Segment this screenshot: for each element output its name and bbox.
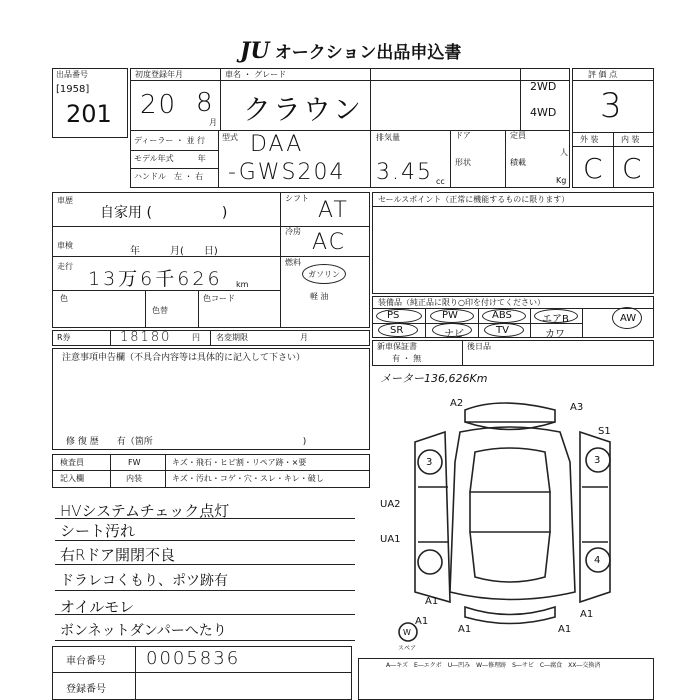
door-label: ドア (455, 131, 471, 140)
mark-a1-b: A1 (415, 616, 429, 627)
repair-history: 修 復 歴 有（箇所 ) (66, 437, 307, 447)
mark-3-right: 3 (594, 455, 601, 466)
handle-label: ハンドル 左 ・ 右 (134, 172, 204, 181)
note-line-6: ボンネットダンパーへたり (60, 623, 227, 639)
plate-label: 登録番号 (66, 684, 106, 695)
circle-pw (430, 309, 474, 323)
displacement-label: 排気量 (376, 133, 400, 142)
car-damage-diagram (370, 392, 670, 652)
mileage-unit: km (236, 280, 249, 289)
note-line-5: オイルモレ (60, 598, 135, 616)
fuel-label: 燃料 (285, 258, 301, 267)
shift-value: AT (318, 198, 349, 223)
mileage-value: 13万6千626 (88, 268, 223, 290)
inspection-value: 年 月( 日) (130, 246, 218, 257)
interior-check-label: 内装 (126, 474, 142, 483)
interior-grade: C (622, 152, 644, 185)
color-change-label: 色替 (152, 306, 168, 315)
form-title: オークション出品申込書 (274, 43, 462, 63)
fw-text: キズ・飛石・ヒビ割・リペア跡・×要 (172, 458, 307, 467)
shape-label: 形状 (455, 158, 471, 167)
warranty-options: 有 ・ 無 (392, 354, 422, 363)
model-code-line1: DAA (250, 132, 304, 157)
circle-ps (376, 309, 422, 323)
capacity-label: 定員 (510, 131, 526, 140)
mark-3-left: 3 (426, 457, 433, 468)
entry-number-label: 出品番号 (56, 70, 88, 79)
dealer-label: ディーラー ・ 並 行 (134, 136, 205, 145)
header (240, 38, 461, 64)
circle-tv (484, 323, 524, 337)
mark-w: W (403, 628, 411, 637)
color-code-label: 色コード (203, 294, 235, 303)
car-name: クラウン (243, 93, 364, 126)
legend-text: A―キズ E―エクボ U―凹み W―修理跡 S―サビ C―腐食 XX―交換済 (386, 662, 601, 669)
equip-leather: カワ (545, 329, 565, 340)
load-label: 積載 (510, 158, 526, 167)
note-line-2: シート汚れ (60, 522, 136, 540)
color-label: 色 (60, 294, 68, 303)
sales-point-block (372, 192, 654, 294)
fill-in-label: 記入欄 (60, 474, 84, 483)
name-period-label: 名変期限 (216, 333, 248, 342)
equip-tv: TV (496, 325, 509, 336)
mark-a3: A3 (570, 402, 584, 413)
exterior-label: 外 装 (580, 135, 599, 144)
mark-ua1: UA1 (380, 534, 401, 545)
mark-a2: A2 (450, 398, 464, 409)
exterior-grade: C (583, 152, 605, 185)
interior-check-text: キズ・汚れ・コゲ・穴・スレ・キレ・破し (172, 474, 324, 483)
model-code-line2: -GWS204 (228, 160, 346, 185)
mark-ua2: UA2 (380, 499, 401, 510)
inspection-label: 車検 (57, 241, 73, 250)
fuel-diesel: 軽 油 (310, 292, 329, 301)
registration-label: 初度登録年月 (135, 70, 183, 79)
aircon-value: AC (312, 230, 347, 255)
model-year-label: モデル年式 年 (134, 154, 206, 163)
ju-logo: JU (240, 38, 270, 64)
note-line-3: 右Rドア開閉不良 (60, 546, 175, 564)
mark-s1: S1 (598, 426, 611, 437)
fuel-gas: ガソリン (308, 270, 340, 279)
chassis-label: 車台番号 (66, 656, 106, 667)
rating-label: 評 価 点 (588, 70, 618, 79)
mark-a1-a: A1 (425, 596, 439, 607)
capacity-unit: 人 (560, 148, 568, 157)
circle-airbag (534, 309, 578, 323)
mark-a1-e: A1 (580, 609, 594, 620)
recycle-unit: 円 (192, 333, 200, 342)
circle-sr (378, 323, 418, 337)
rating-score: 3 (600, 86, 624, 126)
warranty-label: 新車保証書 (377, 342, 417, 351)
fuel-gas-circle (302, 264, 346, 284)
usage-value: 自家用 ( ) (100, 205, 228, 221)
name-period-month: 月 (300, 333, 308, 342)
equip-navi: ナビ (444, 329, 464, 340)
drive-2wd: 2WD (530, 80, 557, 93)
entry-number: 201 (66, 100, 112, 128)
displacement-value: 3.45 (376, 160, 433, 185)
chassis-value: 0005836 (146, 648, 241, 669)
equip-pw: PW (442, 310, 458, 321)
shift-label: シフト (285, 194, 309, 203)
mileage-label: 走行 (57, 262, 73, 271)
entry-number-small: [1958] (56, 84, 90, 95)
odometer-note: メーター136,626Km (380, 372, 488, 385)
fw-label: FW (128, 458, 141, 467)
aircon-label: 冷房 (285, 227, 301, 236)
note-line-4: ドラレコくもり、ポツ跡有 (60, 573, 228, 589)
spare-label: スペア (398, 645, 417, 652)
registration-month-unit: 月 (209, 118, 217, 127)
recycle-row (52, 330, 370, 346)
interior-label: 内 装 (621, 135, 640, 144)
displacement-unit: cc (436, 177, 445, 186)
equip-airbag: エアB (542, 314, 569, 325)
registration-year: 20 (140, 90, 178, 120)
mark-a1-d: A1 (558, 624, 572, 635)
recycle-value: 18180 (120, 330, 172, 345)
drive-4wd: 4WD (530, 106, 557, 119)
equip-aw: AW (620, 313, 637, 324)
usage-label: 車歴 (57, 196, 73, 205)
notes-label: 注意事項申告欄（不具合内容等は具体的に記入して下さい） (62, 353, 306, 363)
registration-month: 8 (196, 88, 215, 118)
equip-abs: ABS (492, 310, 512, 321)
circle-abs (482, 309, 526, 323)
recycle-label: R券 (57, 333, 71, 342)
circle-navi (432, 323, 472, 337)
equip-sr: SR (390, 325, 404, 336)
circle-aw (612, 307, 642, 329)
mark-a1-c: A1 (458, 624, 472, 635)
equip-ps: PS (387, 310, 400, 321)
model-code-label: 型式 (222, 133, 238, 142)
sales-point-label: セールスポイント（正常に機能するものに限ります） (378, 195, 570, 204)
top-block (130, 68, 570, 188)
later-item-label: 後日品 (467, 342, 491, 351)
note-line-1: HVシステムチェック点灯 (60, 502, 230, 520)
mark-4-right: 4 (594, 555, 601, 566)
inspector-label: 検査員 (60, 458, 84, 467)
load-unit: Kg (556, 176, 567, 185)
equipment-label: 装備品（純正品に限り○印を付けてください） (378, 298, 545, 307)
car-name-label: 車名 ・ グレード (225, 70, 287, 79)
